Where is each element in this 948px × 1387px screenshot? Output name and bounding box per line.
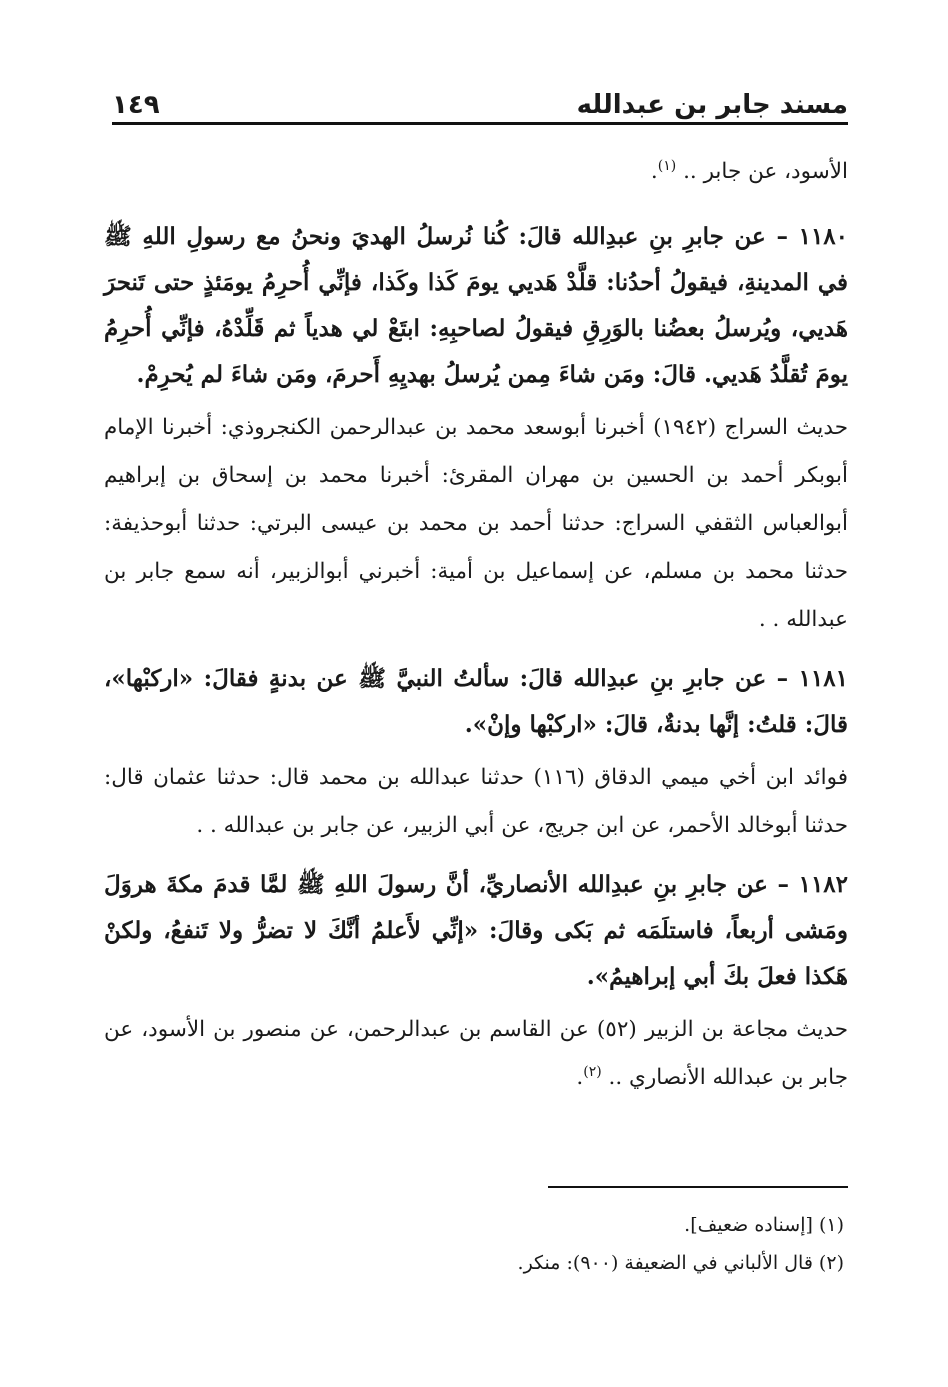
page-body (104, 148, 848, 1102)
hadith-number: ١١٨١ – (766, 665, 848, 692)
footnote-ref-1: (١) (657, 157, 677, 174)
source-text: حديث مجاعة بن الزبير (٥٢) عن القاسم بن عبدالرحمن، عن منصور بن الأسود، عن جابر بن عبدالله الأنصاري .. (104, 1017, 848, 1090)
footnotes (104, 1206, 844, 1282)
source-1181: فوائد ابن أخي ميمي الدقاق (١١٦) حدثنا عبدالله بن محمد قال: حدثنا عثمان قال: حدثنا أبوخالد الأحمر، عن ابن جريج، عن أبي الزبير، عن جابر بن عبدالله . . (104, 765, 848, 838)
footnote-divider (548, 1186, 848, 1188)
continued-source-text: الأسود، عن جابر .. (676, 159, 848, 184)
hadith-1181 (104, 656, 848, 748)
hadith-number: ١١٨٠ – (765, 223, 849, 250)
continued-source-line: الأسود، عن جابر .. $^{(١)}$. (650, 157, 848, 184)
hadith-number: ١١٨٢ – (767, 871, 849, 898)
footnote-2: (٢) قال الألباني في الضعيفة (٩٠٠): منكر. (517, 1252, 844, 1274)
hadith-text: عن جابرِ بنِ عبدِالله قالَ: كُنا نُرسلُ الهديَ ونحنُ مع رسولِ اللهِ ﷺ في المدينةِ، فيقولُ أحدُنا: قلَّدْ هَديي يومَ كَذا وكَذا، فإنِّي أُحرِمُ يومَئذٍ حتى تَنحرَ هَديي، ويُرسلُ بعضُنا بالوَرِقِ فيقولُ لصاحبِهِ: ابتَعْ لي هدياً ثم قَلِّدْهُ، فإنِّي أُحرِمُ يومَ تُقلَّدُ هَديي. قالَ: ومَن شاءَ مِمن يُرسلُ بهديِهِ أَحرمَ، ومَن شاءَ لم يُحرِمْ. (104, 223, 848, 388)
footnote-ref-2: (٢) (583, 1063, 602, 1080)
source-1182: حديث مجاعة بن الزبير (٥٢) عن القاسم بن عبدالرحمن، عن منصور بن الأسود، عن جابر بن عبدالله الأنصاري .. $^{(٢)}$. (104, 1017, 848, 1090)
hadith-1182 (104, 862, 848, 1000)
source-1180: حديث السراج (١٩٤٢) أخبرنا أبوسعد محمد بن عبدالرحمن الكنجروذي: أخبرنا الإمام أبوبكر أحمد بن الحسين بن مهران المقرئ: أخبرنا محمد بن إسحاق بن إبراهيم أبوالعباس الثقفي السراج: حدثنا أحمد بن محمد بن عيسى البرتي: حدثنا أبوحذيفة: حدثنا محمد بن مسلم، عن إسماعيل بن أمية: أخبرني أبوالزبير، أنه سمع جابر بن عبدالله . . (104, 415, 848, 632)
hadith-1180 (104, 214, 848, 398)
page-number: ١٤٩ (112, 90, 160, 120)
page-header (112, 80, 848, 125)
hadith-text: عن جابرِ بنِ عبدِالله الأنصاريِّ، أنَّ رسولَ اللهِ ﷺ لمَّا قدمَ مكةَ هروَلَ ومَشى أربعاً، فاستلَمَه ثم بَكى وقالَ: «إنِّي لأَعلمُ أنَّكَ لا تضرُّ ولا تَنفعُ، ولكنْ هَكذا فعلَ بكَ أبي إبراهيمُ». (104, 871, 848, 990)
hadith-text: عن جابرِ بنِ عبدِالله قالَ: سألتُ النبيَّ ﷺ عن بدنةٍ فقالَ: «اركبْها»، قالَ: قلتُ: إنَّها بدنةٌ، قالَ: «اركبْها وإنْ». (104, 665, 848, 738)
footnote-1: (١) [إسناده ضعيف]. (684, 1214, 844, 1236)
running-title: مسند جابر بن عبدالله (576, 90, 848, 120)
